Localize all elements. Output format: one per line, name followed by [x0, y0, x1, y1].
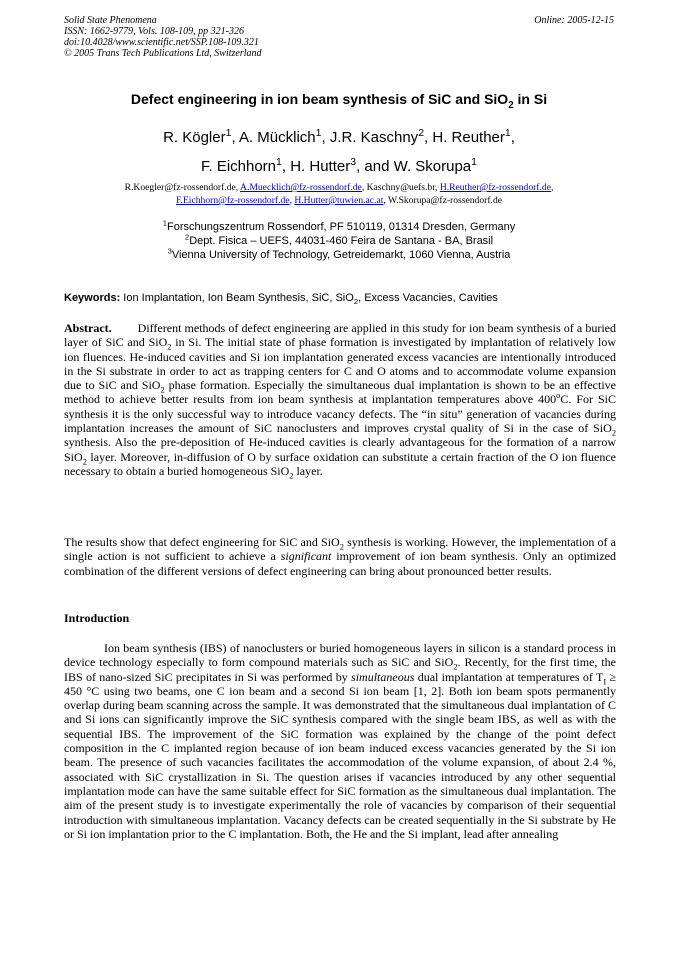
title-text: Defect engineering in ion beam synthesis of SiC and SiO: [130, 91, 509, 107]
journal-name: Solid State Phenomena: [64, 15, 157, 26]
author-affil-mark: 1: [276, 156, 282, 168]
copyright-line: © 2005 Trans Tech Publications Ltd, Switzerland: [64, 48, 262, 59]
intro-text: . Recently, for the first time, the IBS of nano-sized SiC precipitates in Si was performed by: [64, 655, 617, 684]
author: , J.R. Kaschny: [321, 129, 419, 146]
affiliations: [0, 220, 678, 262]
author-affil-mark: 1: [225, 127, 232, 139]
affil-mark: 3: [167, 246, 172, 256]
keywords: [64, 292, 616, 307]
author: F. Eichhorn: [200, 158, 277, 175]
subscript: 2: [453, 662, 458, 672]
author-line-1: [0, 123, 678, 152]
abstract-text: layer.: [293, 463, 323, 478]
subscript: 2: [160, 385, 165, 395]
author-affil-mark: 3: [350, 156, 357, 168]
abstract-text: phase formation. Especially the simultaneous dual implantation is shown to be an effective method to achieve better results from ion beam synthesis at implantation temperatures above 400: [64, 378, 616, 407]
journal-header: [64, 15, 262, 59]
author: , and W. Skorupa: [356, 158, 472, 175]
subscript: 2: [611, 428, 616, 438]
email-link[interactable]: F.Eichhorn@fz-rossendorf.de: [175, 195, 290, 206]
author: R. Kögler: [163, 129, 226, 146]
degree-mark: o: [556, 391, 561, 401]
intro-text: dual implantation at temperatures of T: [414, 669, 604, 684]
subscript: 2: [82, 457, 87, 467]
title-subscript: 2: [508, 99, 514, 111]
subscript: 2: [289, 471, 294, 481]
affil-text: Forschungszentrum Rossendorf, PF 510119, 01314 Dresden, Germany: [166, 221, 516, 233]
author-separator: ,: [510, 129, 515, 146]
keywords-label: Keywords:: [64, 292, 121, 304]
abstract-paragraph-2: [64, 535, 616, 578]
paper-title: [0, 91, 678, 111]
author: , H. Reuther: [424, 129, 505, 146]
introduction-paragraph: [64, 641, 616, 841]
author: , A. Mücklich: [231, 129, 316, 146]
section-heading-introduction: Introduction: [64, 611, 130, 625]
abstract-text: Different methods of defect engineering are applied in this study for ion beam synthesis of a buried layer of SiC and SiO: [64, 321, 616, 350]
author-line-2: [0, 152, 678, 181]
affil-text: Vienna University of Technology, Getreidemarkt, 1060 Vienna, Austria: [171, 249, 511, 261]
keywords-subscript: 2: [353, 297, 359, 307]
abstract-label: Abstract.: [64, 321, 112, 335]
author-affil-mark: 1: [504, 127, 511, 139]
abstract-text: in Si. The initial state of phase formation is investigated by implantation of relatively low ion fluences. He-induced cavities and Si ion implantation generated excess vacancies are intentionally introduced in the Si substrate in order to act as trapping centers for C and O atoms and to accommodate volume expansion due to SiC and SiO: [64, 335, 616, 393]
email-text: R.Koegler@fz-rossendorf.de,: [124, 182, 241, 193]
affiliation-3: [0, 248, 678, 262]
emphasis: simultaneous: [351, 669, 415, 684]
affil-mark: 2: [184, 232, 190, 242]
abstract-text: The results show that defect engineering for SiC and SiO: [64, 535, 340, 549]
issn-line: ISSN: 1662-9779, Vols. 108-109, pp 321-326: [64, 26, 244, 37]
subscript: I: [603, 676, 607, 686]
subscript: 2: [339, 542, 344, 552]
keywords-text: , Excess Vacancies, Cavities: [358, 292, 498, 304]
email-link[interactable]: H.Reuther@fz-rossendorf.de: [439, 182, 551, 193]
email-text: , W.Skorupa@fz-rossendorf.de: [383, 195, 502, 206]
abstract-text: C. For SiC synthesis it is the only successful way to introduce vacancy defects. The “in situ” generation of vacancies during implantation increases the amount of SiC nanoclusters and improves crystal quality of Si in the case of SiO: [64, 392, 617, 436]
online-date: Online: 2005-12-15: [534, 15, 614, 26]
subscript: 2: [167, 342, 172, 352]
email-list: [0, 181, 678, 207]
affiliation-1: [0, 220, 678, 234]
abstract-text: layer. Moreover, in-diffusion of O by surface oxidation can substitute a certain fraction of the O ion fluence necessary to obtain a buried homogeneous SiO: [64, 449, 616, 478]
abstract-text: synthesis is working. However, the implementation of a single action is not sufficient to achieve a: [64, 535, 616, 564]
email-link[interactable]: A.Muecklich@fz-rossendorf.de: [240, 182, 362, 193]
email-text: ,: [289, 195, 295, 206]
author-affil-mark: 1: [315, 127, 322, 139]
author-affil-mark: 2: [418, 127, 425, 139]
keywords-text: Ion Implantation, Ion Beam Synthesis, SiC, SiO: [120, 292, 354, 304]
author-list: [0, 123, 678, 181]
intro-text: ≥ 450 °C using two beams, one C ion beam and a second Si ion beam [1, 2]. Both ion beam spots permanently overlap during beam scanning across the sample. It was demonstrated that the simultaneous dual implantation of C and Si ions can significantly improve the SiC synthesis compared with the single beam IBS, as well as with the sequential IBS. The improvement of the SiC formation was explained by the change of the point defect composition in the C implanted region because of ion beam induced excess vacancies generated by the Si ion beam. The presence of such vacancies facilitates the accommodation of the volume expansion, of about 2.4 %, associated with SiC crystallization in Si. The question arises if vacancies introduced by any other sequential implantation mode can have the same suitable effect for SiC formation as the simultaneous dual implantation. The aim of the present study is to investigate experimentally the role of vacancies by comparison of their sequential introduction with simultaneous implantation. Vacancy defects can be created sequentially in the Si substrate by He or Si ion implantation prior to the C implantation. Both, the He and the Si implant, lead after annealing: [64, 669, 617, 841]
abstract-paragraph-1: [64, 321, 617, 481]
email-link[interactable]: H.Hutter@tuwien.ac.at: [294, 195, 384, 206]
affiliation-2: [0, 234, 678, 248]
abstract-text: synthesis. Also the pre-deposition of He-induced cavities is clearly advantageous for the formation of a narrow SiO: [64, 435, 616, 464]
email-text: , Kaschny@uefs.br,: [361, 182, 440, 193]
abstract-text: improvement of ion beam synthesis. Only an optimized combination of the different versions of defect engineering can bring about pronounced better results.: [64, 549, 616, 578]
email-text: ,: [550, 182, 554, 193]
author-affil-mark: 1: [471, 156, 477, 168]
emphasis: significant: [280, 549, 332, 564]
intro-text: Ion beam synthesis (IBS) of nanoclusters or buried homogeneous layers in silicon is a standard process in device technology especially to form compound materials such as SiC and SiO: [64, 641, 616, 670]
title-text-end: in Si: [513, 91, 548, 107]
affil-mark: 1: [162, 218, 167, 228]
doi-line: doi:10.4028/www.scientific.net/SSP.108-109.321: [64, 37, 259, 48]
author: , H. Hutter: [281, 158, 351, 175]
affil-text: Dept. Fisica – UEFS, 44031-460 Feira de Santana - BA, Brasil: [189, 235, 494, 247]
